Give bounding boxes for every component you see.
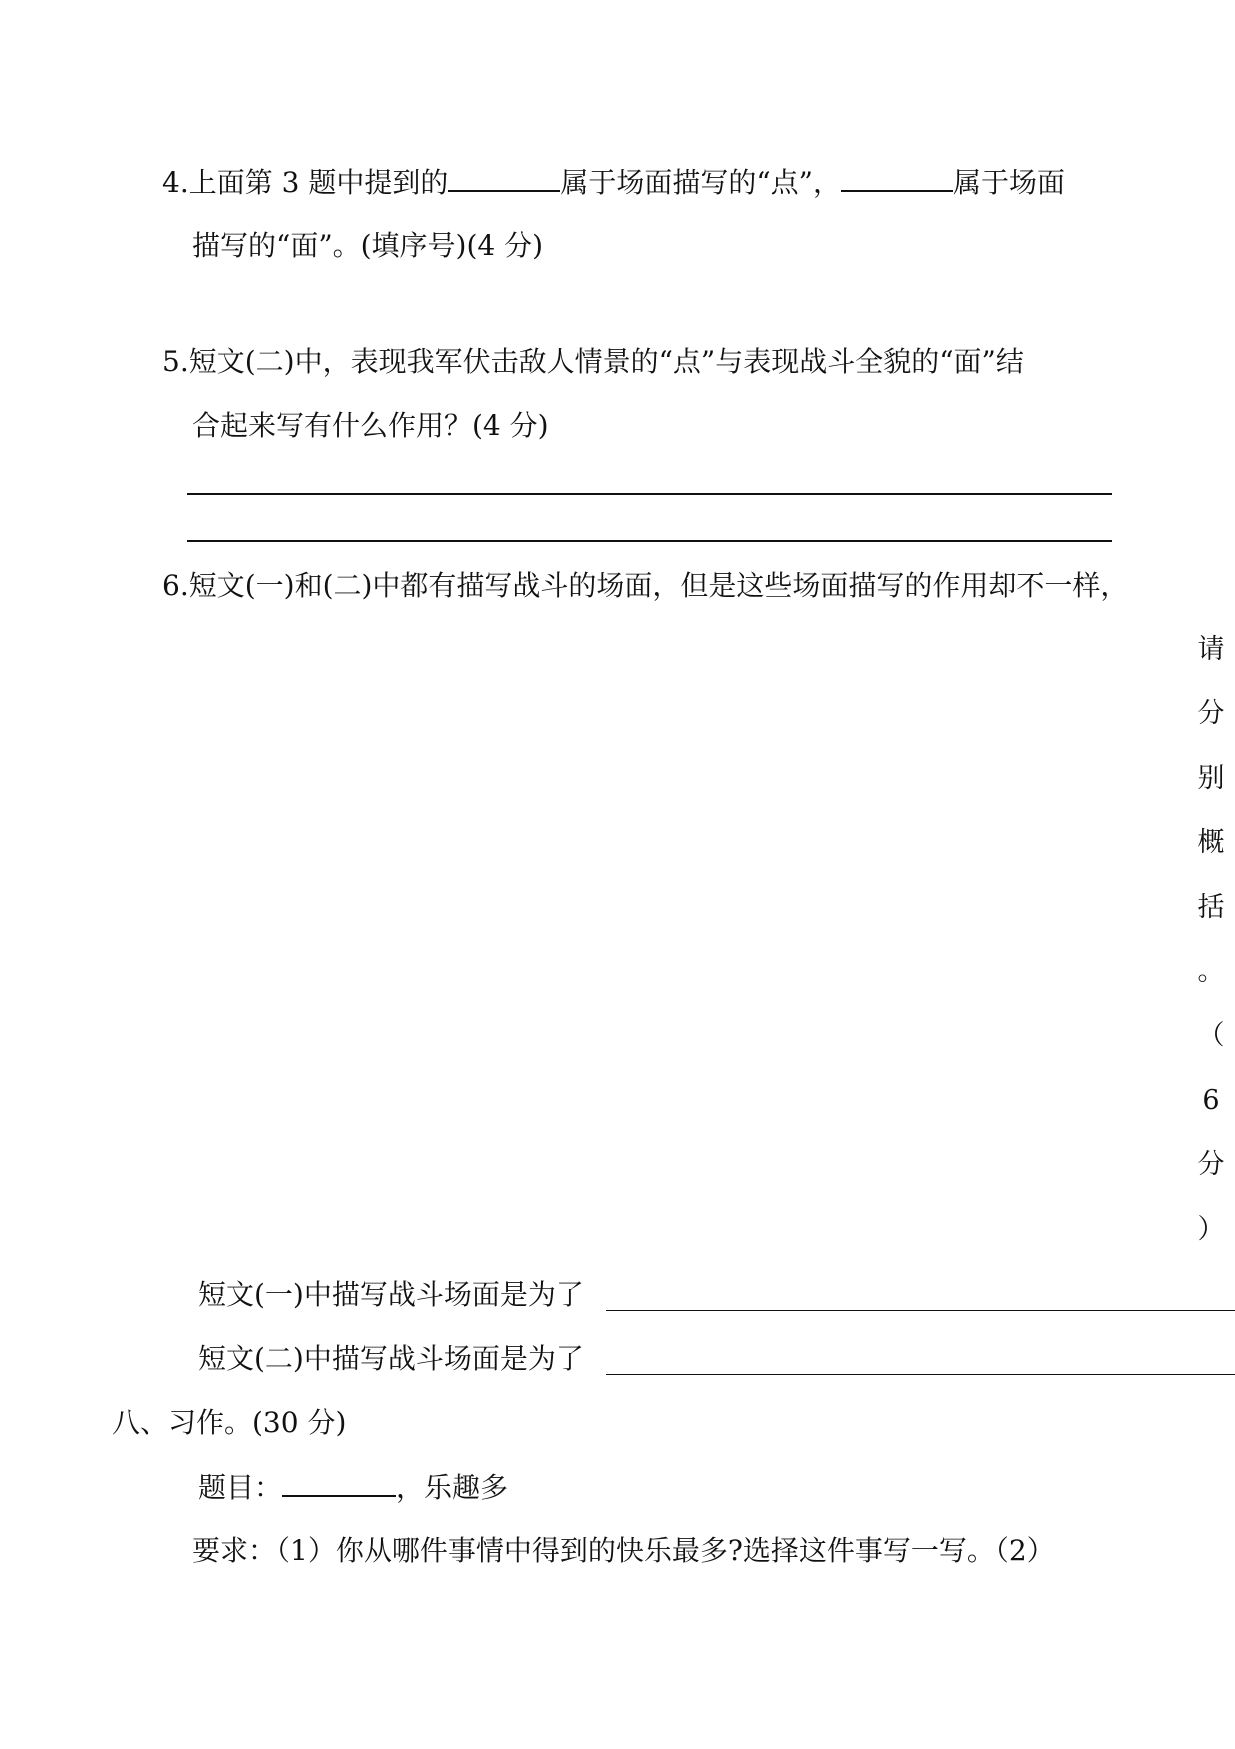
q6-vertical-char-10: ） <box>1197 1214 1225 1245</box>
q6-vertical-char-4: 概 <box>1197 827 1225 858</box>
q5-answer-line-1[interactable] <box>187 493 1112 495</box>
q5-answer-line-2[interactable] <box>187 540 1112 542</box>
q4-text-b: 属于场面描写的“点”， <box>560 166 841 199</box>
q4-number: 4. <box>162 166 189 199</box>
topic-blank[interactable] <box>282 1467 396 1497</box>
q6-vertical-char-8: 6 <box>1202 1085 1220 1116</box>
q6-vertical-char-9: 分 <box>1197 1149 1225 1180</box>
q6-vertical-char-7: （ <box>1197 1020 1225 1051</box>
q6-vertical-char-1: 请 <box>1197 634 1225 665</box>
q6-vertical-char-3: 别 <box>1197 763 1225 794</box>
section8-topic <box>198 1467 508 1508</box>
q5-line1 <box>162 342 1024 382</box>
topic-prefix: 题目： <box>198 1471 283 1504</box>
section8-title: 八、习作。(30 分) <box>112 1406 347 1439</box>
topic-suffix: ，乐趣多 <box>396 1471 509 1504</box>
q6-answer2-line[interactable] <box>606 1374 1235 1375</box>
q6-vertical-char-2: 分 <box>1197 698 1225 729</box>
q5-line2: 合起来写有什么作用？(4 分) <box>192 409 549 442</box>
q4-blank-surface[interactable] <box>841 162 953 192</box>
q6-line1 <box>162 566 1128 606</box>
q4-text-c: 属于场面 <box>952 166 1065 199</box>
q6-vertical-char-5: 括 <box>1197 892 1225 923</box>
q4-text-a: 上面第 3 题中提到的 <box>188 166 449 199</box>
q5-text: 短文(二)中，表现我军伏击敌人情景的“点”与表现战斗全貌的“面”结 <box>188 345 1024 378</box>
q4-blank-point[interactable] <box>448 162 560 192</box>
section8-requirement: 要求：（1）你从哪件事情中得到的快乐最多?选择这件事写一写。（2） <box>192 1534 1055 1567</box>
q6-vertical-char-6: 。 <box>1197 956 1225 987</box>
q6-number: 6. <box>162 569 189 602</box>
q5-number: 5. <box>162 345 189 378</box>
q4-line2: 描写的“面”。(填序号)(4 分) <box>192 229 544 262</box>
q4-line1 <box>162 162 1065 203</box>
q6-text: 短文(一)和(二)中都有描写战斗的场面，但是这些场面描写的作用却不一样， <box>188 569 1129 602</box>
q6-answer2-label: 短文(二)中描写战斗场面是为了 <box>198 1342 584 1375</box>
q6-answer1-label: 短文(一)中描写战斗场面是为了 <box>198 1278 584 1311</box>
q6-answer1-line[interactable] <box>606 1310 1235 1311</box>
